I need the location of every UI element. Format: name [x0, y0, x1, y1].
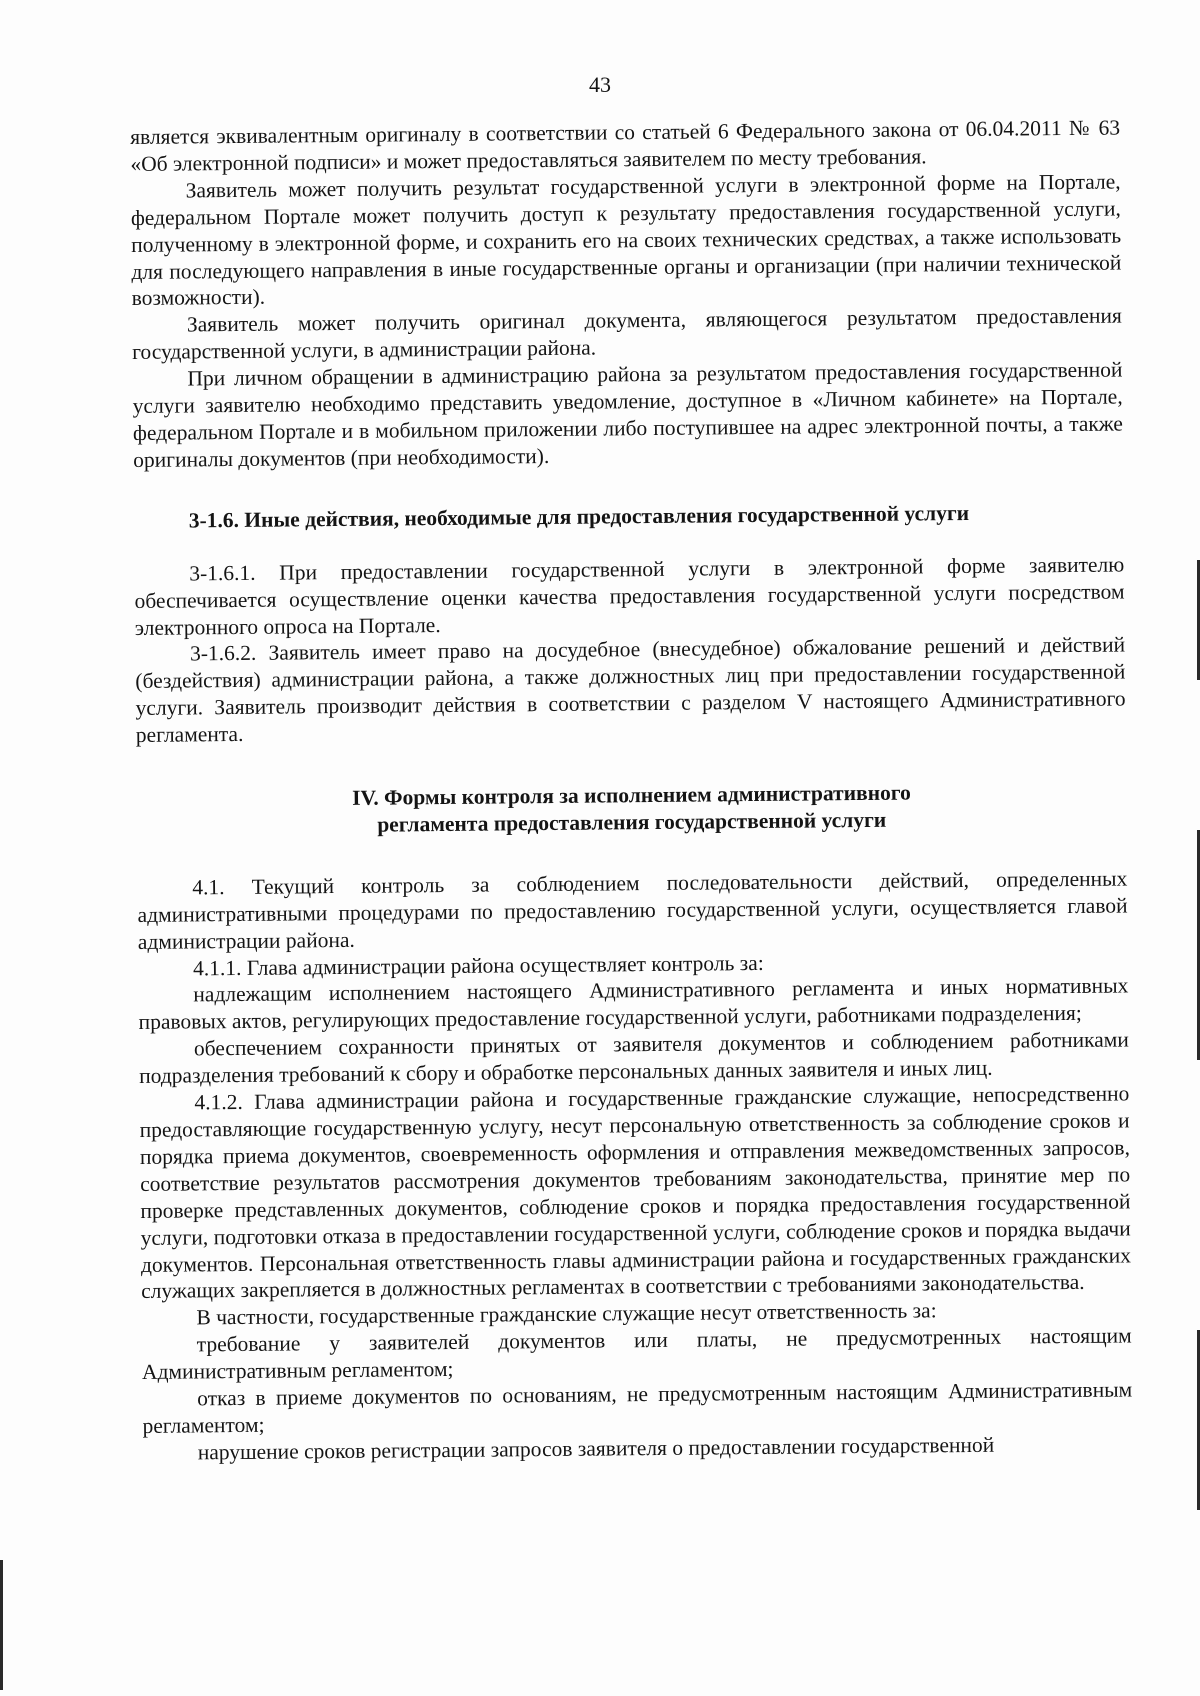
paragraph-responsibility-fees: требование у заявителей документов или платы, не предусмотренных настоящим Административным регламентом;: [141, 1323, 1132, 1385]
paragraph-responsibility-refusal: отказ в приеме документов по основаниям, не предусмотренным настоящим Административным регламентом;: [142, 1377, 1133, 1438]
document-body: [130, 114, 1133, 1466]
section-heading-iv-line2: регламента предоставления государственной услуги: [377, 807, 887, 837]
paragraph-3-1-6-2: 3-1.6.2. Заявитель имеет право на досудебное (внесудебное) обжалование решений и действий (бездействия) администрации района, а также должностных лиц при предоставлении государственной услуги. Заявитель производит действия в соответствии с разделом V настоящего Административного регламента.: [135, 632, 1126, 748]
scan-edge-mark: [0, 1560, 3, 1690]
section-heading-3-1-6: 3-1.6. Иные действия, необходимые для предоставления государственной услуги: [188, 500, 970, 533]
paragraph-responsibility-intro: В частности, государственные гражданские служащие несут ответственность за:: [196, 1298, 937, 1330]
paragraph-4-1-1: 4.1.1. Глава администрации района осуществляет контроль за:: [192, 950, 764, 980]
paragraph-4-1: 4.1. Текущий контроль за соблюдением последовательности действий, определенных административными процедурами по предоставлению государственной услуги, осуществляется главой администрации района.: [137, 866, 1128, 954]
paragraph-4-1-2: 4.1.2. Глава администрации района и государственные гражданские служащие, непосредственно предоставляющие государственную услугу, несут персональную ответственность за соблюдение сроков и порядка приема документов, своевременность оформления и отправления межведомственных запросов, соответствие результатов рассмотрения документов требованиям законодательства, принятие мер по проверке представленных документов, соблюдение сроков и порядка предоставления государственной услуги, подготовки отказа в предоставлении государственной услуги, соблюдение сроков и порядка выдачи документов. Персональная ответственность главы администрации района и государственных гражданских служащих закрепляется в должностных регламентах в соответствии с требованиями законодательства.: [139, 1081, 1132, 1304]
paragraph-responsibility-deadlines: нарушение сроков регистрации запросов заявителя о предоставлении государственной: [197, 1432, 995, 1465]
section-heading-iv-line1: IV. Формы контроля за исполнением административного: [352, 780, 911, 810]
paragraph-3-1-6-1: 3-1.6.1. При предоставлении государственной услуги в электронной форме заявителю обеспечивается осуществление оценки качества предоставления государственной услуги посредством электронного опроса на Портале.: [134, 552, 1125, 640]
paragraph-original-document: Заявитель может получить оригинал документа, являющегося результатом предоставления государственной услуги, в администрации района.: [132, 303, 1123, 365]
page-number: 43: [589, 72, 611, 97]
paragraph-continuation: является эквивалентным оригиналу в соответствии со статьей 6 Федерального закона от 06.04.2011 № 63 «Об электронной подписи» и может предоставляться заявителем по месту требования.: [130, 115, 1121, 176]
paragraph-personal-visit: При личном обращении в администрацию района за результатом предоставления государственной услуги заявителю необходимо представить уведомление, доступное в «Личном кабинете» на Портале, федеральном Портале и в мобильном приложении либо поступившее на адрес электронной почты, а также оригиналы документов (при необходимости).: [132, 357, 1124, 472]
paragraph-result-electronic: Заявитель может получить результат государственной услуги в электронной форме на Портале, федеральном Портале может получить доступ к результату предоставления государственной услуги, полученному в электронной форме, и сохранить его на своих технических средствах, а также использовать для последующего направления в иные государственные органы и организации (при наличии технической возможности).: [130, 169, 1122, 311]
paragraph-control-documents: обеспечением сохранности принятых от заявителя документов и соблюдением работниками подразделения требований к сбору и обработке персональных данных заявителя и иных лиц.: [139, 1027, 1129, 1089]
paragraph-control-regulation: надлежащим исполнением настоящего Административного регламента и иных нормативных правовых актов, регулирующих предоставление государственной услуги, работниками подразделения;: [138, 973, 1129, 1035]
